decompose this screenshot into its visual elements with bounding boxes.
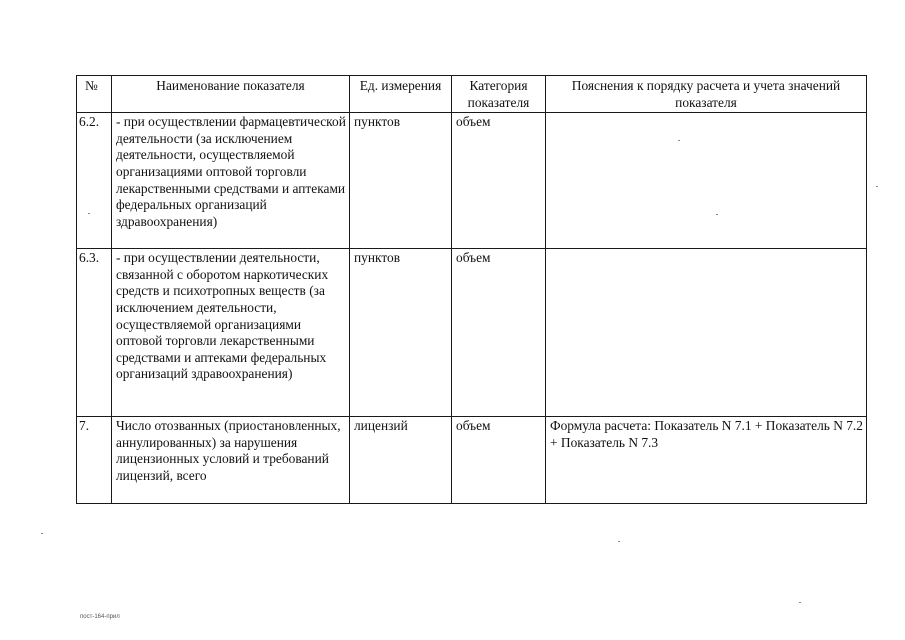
footer-file-note: пост-164-прил bbox=[80, 614, 120, 620]
explanation-cell bbox=[546, 113, 867, 249]
header-unit: Ед. измерения bbox=[350, 76, 452, 113]
scan-speck bbox=[716, 214, 718, 215]
unit-cell: пунктов bbox=[350, 249, 452, 417]
unit-cell: лицензий bbox=[350, 417, 452, 504]
indicator-name: - при осуществлении фармацевтической деятельности (за исключением деятельности, осуществляемой организациями оптовой торговли лекарственными средствами и аптеками федеральных организаций здравоохранения) bbox=[112, 113, 350, 249]
row-number: 6.2. bbox=[77, 113, 112, 249]
header-indicator-name: Наименование показателя bbox=[112, 76, 350, 113]
explanation-cell: Формула расчета: Показатель N 7.1 + Показатель N 7.2 + Показатель N 7.3 bbox=[546, 417, 867, 504]
indicators-table bbox=[76, 75, 867, 504]
indicator-name: - при осуществлении деятельности, связанной с оборотом наркотических средств и психотропных веществ (за исключением деятельности, осуществляемой организациями оптовой торговли лекарственными средствами и аптеками федеральных организаций здравоохранения) bbox=[112, 249, 350, 417]
scan-speck bbox=[678, 140, 680, 141]
category-cell: объем bbox=[452, 417, 546, 504]
explanation-cell bbox=[546, 249, 867, 417]
table-header-row bbox=[77, 76, 867, 113]
header-category: Категория показателя bbox=[452, 76, 546, 113]
scan-speck bbox=[41, 533, 43, 534]
scan-speck bbox=[618, 541, 620, 542]
table-row bbox=[77, 113, 867, 249]
category-cell: объем bbox=[452, 249, 546, 417]
scan-speck bbox=[88, 213, 90, 214]
header-explanation: Пояснения к порядку расчета и учета значений показателя bbox=[546, 76, 867, 113]
scan-speck bbox=[876, 186, 878, 187]
table-row bbox=[77, 249, 867, 417]
table-row bbox=[77, 417, 867, 504]
header-number: № bbox=[77, 76, 112, 113]
unit-cell: пунктов bbox=[350, 113, 452, 249]
row-number: 6.3. bbox=[77, 249, 112, 417]
scan-speck bbox=[799, 602, 801, 603]
indicator-name: Число отозванных (приостановленных, аннулированных) за нарушения лицензионных условий и требований лицензий, всего bbox=[112, 417, 350, 504]
row-number: 7. bbox=[77, 417, 112, 504]
category-cell: объем bbox=[452, 113, 546, 249]
